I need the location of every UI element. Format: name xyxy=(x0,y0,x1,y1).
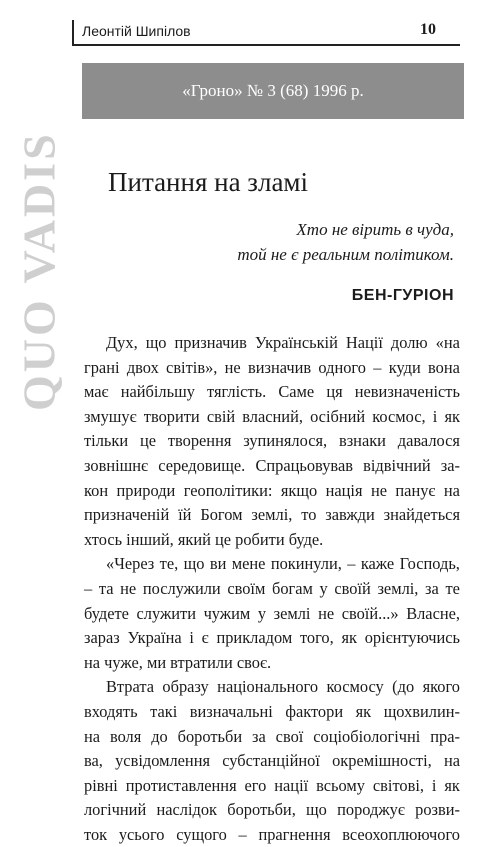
epigraph-line: той не є реальним політиком. xyxy=(237,245,454,264)
body-line: призначеній їй Богом землі, то завжди знайдеться xyxy=(84,505,460,525)
header-vertical-rule xyxy=(72,20,74,46)
body-line: – та не послужили своїм богам у своїй землі, за те xyxy=(84,578,460,598)
body-line: ва, усвідомлення субстанційної окремішності, на xyxy=(84,751,460,771)
body-line: рівні протиставлення его нації всьому світові, і як xyxy=(84,775,460,795)
page-number: 10 xyxy=(420,21,436,38)
body-line: ток усього сущого – прагнення всеохоплюючого xyxy=(84,824,460,844)
body-line: Втрата образу національного космосу (до якого xyxy=(106,677,460,697)
body-line: має найбільшу тяглість. Саме ця невизначеність xyxy=(84,382,460,402)
body-line: логічний наслідок боротьби, що породжує розви- xyxy=(84,800,460,820)
epigraph-line: Хто не вірить в чуда, xyxy=(296,220,454,239)
body-line: на чуже, ми втратили своє. xyxy=(84,652,272,672)
body-line: грані двох світів», не визначив одного – куди вона xyxy=(84,357,460,377)
journal-banner: «Гроно» № 3 (68) 1996 р. xyxy=(82,63,464,119)
body-line: Дух, що призначив Українській Нації долю «на xyxy=(106,333,460,352)
body-line: змушує творити свій власний, осібний космос, і як xyxy=(84,406,460,426)
body-line: «Через те, що ви мене покинули, – каже Господь, xyxy=(106,554,460,574)
body-line: хтось інший, який це робити буде. xyxy=(84,529,324,549)
body-line: на воля до боротьби за свої соціобіологічні пра- xyxy=(84,726,460,746)
epigraph xyxy=(237,217,454,267)
side-section-title: QUO VADIS xyxy=(13,131,65,411)
body-line: зовнішнє середовище. Спрацьовував відвічний за- xyxy=(84,455,460,475)
body-line: входять такі визначальні фактори як щохвилин- xyxy=(84,701,460,721)
body-line: кон природи геополітики: якщо нація не панує на xyxy=(84,480,460,500)
body-line: зараз Україна і є прикладом того, як орієнтуючись xyxy=(84,628,460,648)
article-title: Питання на зламі xyxy=(108,167,309,197)
header-rule xyxy=(72,44,460,46)
body-line: тільки це творення зупинялося, взнаки давалося xyxy=(84,431,460,451)
body-line: будете служити чужим у землі не своїй...» Власне, xyxy=(84,603,460,623)
epigraph-source: БЕН-ГУРІОН xyxy=(351,287,454,304)
article-body xyxy=(84,331,460,847)
running-head-author: Леонтій Шипілов xyxy=(82,23,191,39)
